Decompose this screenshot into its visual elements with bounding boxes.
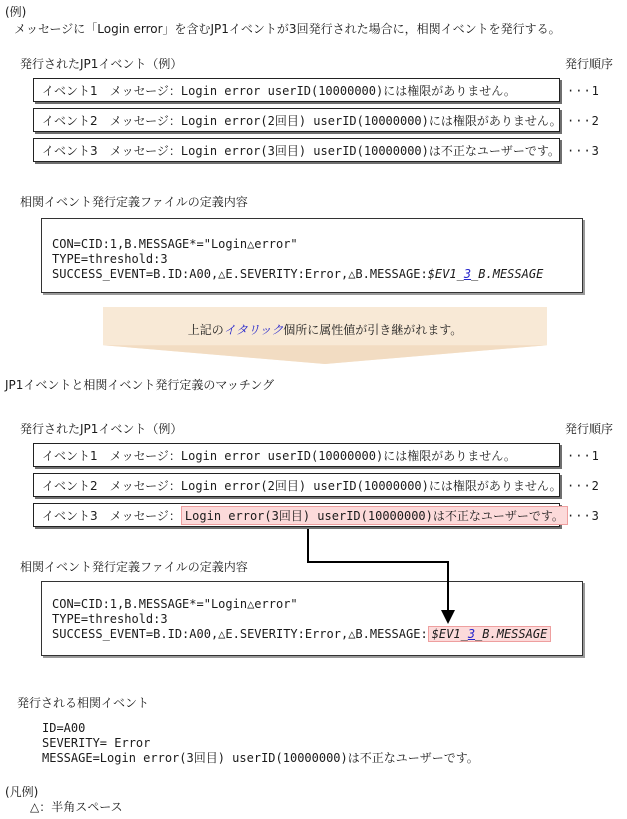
inherit-var-suffix: _B.MESSAGE <box>475 627 548 641</box>
issued-events-title-1: 発行されたJP1イベント（例） <box>20 57 183 71</box>
code-line-1: CON=CID:1,B.MESSAGE*="Login△error" <box>52 237 298 251</box>
inherit-var-number: 3 <box>467 627 476 641</box>
banner-text-after: 個所に属性値が引き継がれます。 <box>283 323 463 337</box>
result-line-message: MESSAGE=Login error(3回目) userID(10000000)は不正なユーザーです。 <box>42 751 479 765</box>
inherit-var-prefix: $EV1_ <box>431 627 468 641</box>
banner-text-before: 上記の <box>187 323 224 337</box>
order-header-2: 発行順序 <box>565 422 614 436</box>
banner-text-italic: イタリック <box>223 323 284 337</box>
banner-text <box>103 321 547 338</box>
event-order-s1-1: ···1 <box>567 84 600 98</box>
event-message: Login error(3回目) userID(10000000)は不正なユーザーです。 <box>180 143 560 158</box>
event-prefix: イベント3 メッセージ： <box>42 508 181 523</box>
event-box-s2-3 <box>33 503 564 527</box>
inherit-var-prefix: $EV1_ <box>427 267 464 281</box>
code-line-3-prefix: SUCCESS_EVENT=B.ID:A00,△E.SEVERITY:Error,△B.MESSAGE: <box>52 267 428 281</box>
event-prefix: イベント1 メッセージ： <box>42 448 181 463</box>
inherit-var-suffix: _B.MESSAGE <box>471 267 544 281</box>
issued-events-title-2: 発行されたJP1イベント（例） <box>20 422 183 436</box>
event-order-s2-2: ···2 <box>567 479 600 493</box>
event-order-s2-1: ···1 <box>567 449 600 463</box>
event-message: Login error(2回目) userID(10000000)には権限がありません。 <box>180 478 562 493</box>
example-description: メッセージに「Login error」を含むJP1イベントが3回発行された場合に，相関イベントを発行する。 <box>14 22 561 36</box>
inherit-var-highlighted <box>428 626 552 642</box>
event-order-s1-2: ···2 <box>567 114 600 128</box>
order-header-1: 発行順序 <box>565 57 614 71</box>
code-line-2: TYPE=threshold:3 <box>52 612 168 626</box>
event-box-s1-1 <box>33 78 560 102</box>
definition-box-1 <box>41 218 583 293</box>
event-box-s2-1 <box>33 443 560 467</box>
legend-item: △：半角スペース <box>30 800 123 814</box>
event-message: Login error userID(10000000)には権限がありません。 <box>180 83 516 98</box>
event-message-highlighted: Login error(3回目) userID(10000000)は不正なユーザーです。 <box>181 506 568 525</box>
result-title: 発行される相関イベント <box>17 696 150 710</box>
code-line-1: CON=CID:1,B.MESSAGE*="Login△error" <box>52 597 298 611</box>
event-box-s1-2 <box>33 108 560 132</box>
event-order-s1-3: ···3 <box>567 144 600 158</box>
event-prefix: イベント2 メッセージ： <box>42 113 181 128</box>
note-banner <box>103 307 547 364</box>
definition-title-1: 相関イベント発行定義ファイルの定義内容 <box>20 195 248 209</box>
event-prefix: イベント1 メッセージ： <box>42 83 181 98</box>
event-box-s2-2 <box>33 473 560 497</box>
event-message: Login error(2回目) userID(10000000)には権限がありません。 <box>180 113 562 128</box>
event-box-s1-3 <box>33 138 560 162</box>
inherit-var-number: 3 <box>463 267 472 281</box>
code-line-3 <box>52 627 551 641</box>
definition-box-2 <box>41 581 583 656</box>
result-line-id: ID=A00 <box>42 721 86 735</box>
code-line-3-prefix: SUCCESS_EVENT=B.ID:A00,△E.SEVERITY:Error,△B.MESSAGE: <box>52 627 428 641</box>
definition-title-2: 相関イベント発行定義ファイルの定義内容 <box>20 560 248 574</box>
result-line-severity: SEVERITY= Error <box>42 736 151 750</box>
legend-label: (凡例) <box>5 785 39 799</box>
example-label: (例) <box>5 5 27 19</box>
event-prefix: イベント3 メッセージ： <box>42 143 181 158</box>
code-line-2: TYPE=threshold:3 <box>52 252 168 266</box>
matching-heading: JP1イベントと相関イベント発行定義のマッチング <box>5 378 275 392</box>
code-line-3 <box>52 267 543 281</box>
event-order-s2-3: ···3 <box>567 509 600 523</box>
event-message: Login error userID(10000000)には権限がありません。 <box>180 448 516 463</box>
event-prefix: イベント2 メッセージ： <box>42 478 181 493</box>
